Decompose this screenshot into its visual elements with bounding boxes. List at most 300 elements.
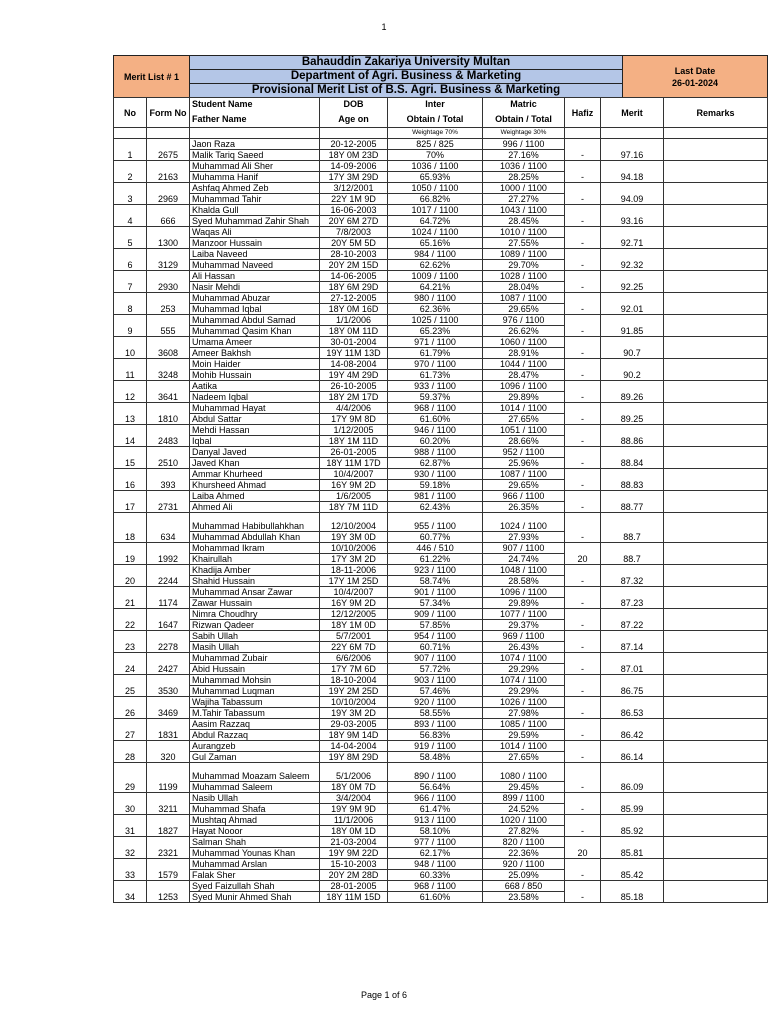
university-title: Bahauddin Zakariya University Multan — [190, 56, 623, 70]
row-merit: 87.23 — [601, 587, 664, 609]
row-dob: 1/6/2005 — [320, 491, 388, 502]
row-no: 31 — [114, 815, 147, 837]
row-inter-pct: 58.48% — [388, 752, 483, 763]
row-dob: 14-04-2004 — [320, 741, 388, 752]
row-matric: 907 / 1100 — [483, 543, 565, 554]
row-merit: 97.16 — [601, 139, 664, 161]
row-matric-pct: 28.45% — [483, 216, 565, 227]
row-student-name: Ammar Khurheed — [190, 469, 320, 480]
row-inter: 966 / 1100 — [388, 793, 483, 804]
col-matric: Matric — [483, 98, 565, 111]
row-merit: 86.09 — [601, 763, 664, 793]
row-form-no: 2483 — [147, 425, 190, 447]
row-inter-pct: 62.62% — [388, 260, 483, 271]
row-no: 27 — [114, 719, 147, 741]
row-remarks — [664, 697, 768, 719]
table-row — [114, 793, 768, 804]
row-father-name: Abdul Razzaq — [190, 730, 320, 741]
table-row — [114, 271, 768, 282]
row-matric: 668 / 850 — [483, 881, 565, 892]
row-matric-pct: 23.58% — [483, 892, 565, 903]
row-father-name: Iqbal — [190, 436, 320, 447]
row-inter: 907 / 1100 — [388, 653, 483, 664]
row-merit: 89.25 — [601, 403, 664, 425]
row-matric: 1051 / 1100 — [483, 425, 565, 436]
row-age: 19Y 2M 25D — [320, 686, 388, 697]
row-father-name: Nadeem Iqbal — [190, 392, 320, 403]
row-form-no: 2930 — [147, 271, 190, 293]
row-matric-pct: 27.82% — [483, 826, 565, 837]
row-inter-pct: 57.85% — [388, 620, 483, 631]
row-matric-pct: 27.27% — [483, 194, 565, 205]
row-merit: 88.84 — [601, 447, 664, 469]
row-student-name: Ashfaq Ahmed Zeb — [190, 183, 320, 194]
row-no: 28 — [114, 741, 147, 763]
row-hafiz: - — [565, 249, 601, 271]
row-remarks — [664, 837, 768, 859]
table-row — [114, 337, 768, 348]
row-matric: 1074 / 1100 — [483, 675, 565, 686]
row-form-no: 3608 — [147, 337, 190, 359]
row-remarks — [664, 315, 768, 337]
row-matric-pct: 29.45% — [483, 782, 565, 793]
department-title: Department of Agri. Business & Marketing — [190, 70, 623, 84]
row-form-no: 320 — [147, 741, 190, 763]
row-matric-pct: 28.47% — [483, 370, 565, 381]
row-student-name: Nasib Ullah — [190, 793, 320, 804]
row-student-name: Khalda Gull — [190, 205, 320, 216]
row-inter: 1009 / 1100 — [388, 271, 483, 282]
row-matric: 1014 / 1100 — [483, 741, 565, 752]
table-row — [114, 881, 768, 892]
row-no: 8 — [114, 293, 147, 315]
row-matric-pct: 25.96% — [483, 458, 565, 469]
row-inter: 825 / 825 — [388, 139, 483, 150]
row-inter-pct: 64.72% — [388, 216, 483, 227]
row-form-no: 1992 — [147, 543, 190, 565]
provisional-title: Provisional Merit List of B.S. Agri. Business & Marketing — [190, 84, 623, 98]
row-remarks — [664, 565, 768, 587]
row-age: 18Y 9M 14D — [320, 730, 388, 741]
row-inter-pct: 61.79% — [388, 348, 483, 359]
row-father-name: Mohib Hussain — [190, 370, 320, 381]
row-merit: 89.26 — [601, 381, 664, 403]
row-matric-pct: 28.25% — [483, 172, 565, 183]
row-form-no: 634 — [147, 513, 190, 543]
row-student-name: Danyal Javed — [190, 447, 320, 458]
row-hafiz: - — [565, 293, 601, 315]
row-student-name: Wajiha Tabassum — [190, 697, 320, 708]
row-no: 14 — [114, 425, 147, 447]
row-inter: 930 / 1100 — [388, 469, 483, 480]
row-inter-pct: 60.33% — [388, 870, 483, 881]
row-age: 18Y 7M 11D — [320, 502, 388, 513]
row-inter: 1025 / 1100 — [388, 315, 483, 326]
row-inter: 981 / 1100 — [388, 491, 483, 502]
row-matric: 1020 / 1100 — [483, 815, 565, 826]
row-hafiz: - — [565, 139, 601, 161]
row-student-name: Salman Shah — [190, 837, 320, 848]
row-father-name: Abid Hussain — [190, 664, 320, 675]
col-hafiz: Hafiz — [565, 98, 601, 128]
row-hafiz: - — [565, 381, 601, 403]
row-inter: 984 / 1100 — [388, 249, 483, 260]
col-matric-sub: Obtain / Total — [483, 110, 565, 128]
row-inter-pct: 61.60% — [388, 892, 483, 903]
row-matric-pct: 27.93% — [483, 532, 565, 543]
col-form-no: Form No — [147, 98, 190, 128]
row-hafiz: 20 — [565, 837, 601, 859]
row-inter: 971 / 1100 — [388, 337, 483, 348]
row-inter: 919 / 1100 — [388, 741, 483, 752]
row-matric-pct: 27.65% — [483, 414, 565, 425]
row-matric: 1000 / 1100 — [483, 183, 565, 194]
row-inter: 920 / 1100 — [388, 697, 483, 708]
row-form-no: 3530 — [147, 675, 190, 697]
row-remarks — [664, 205, 768, 227]
row-merit: 86.53 — [601, 697, 664, 719]
row-age: 22Y 1M 9D — [320, 194, 388, 205]
col-father-name: Father Name — [190, 110, 320, 128]
row-dob: 14-09-2006 — [320, 161, 388, 172]
row-matric-pct: 29.89% — [483, 392, 565, 403]
row-father-name: Khairullah — [190, 554, 320, 565]
row-hafiz: - — [565, 183, 601, 205]
last-date-label: Last Date — [674, 65, 716, 76]
row-form-no: 1579 — [147, 859, 190, 881]
row-form-no: 253 — [147, 293, 190, 315]
row-matric: 1087 / 1100 — [483, 469, 565, 480]
row-no: 22 — [114, 609, 147, 631]
col-dob: DOB — [320, 98, 388, 111]
table-row — [114, 469, 768, 480]
row-no: 3 — [114, 183, 147, 205]
row-age: 19Y 9M 22D — [320, 848, 388, 859]
row-remarks — [664, 381, 768, 403]
row-remarks — [664, 293, 768, 315]
row-form-no: 2321 — [147, 837, 190, 859]
row-inter: 980 / 1100 — [388, 293, 483, 304]
row-form-no: 555 — [147, 315, 190, 337]
row-matric-pct: 29.59% — [483, 730, 565, 741]
row-hafiz: - — [565, 337, 601, 359]
row-matric-pct: 27.55% — [483, 238, 565, 249]
row-inter: 903 / 1100 — [388, 675, 483, 686]
table-row — [114, 675, 768, 686]
row-remarks — [664, 139, 768, 161]
row-age: 18Y 11M 17D — [320, 458, 388, 469]
row-hafiz: - — [565, 719, 601, 741]
row-age: 19Y 8M 29D — [320, 752, 388, 763]
row-matric: 1036 / 1100 — [483, 161, 565, 172]
row-age: 19Y 3M 0D — [320, 532, 388, 543]
table-row — [114, 587, 768, 598]
row-form-no: 1253 — [147, 881, 190, 903]
row-age: 19Y 4M 29D — [320, 370, 388, 381]
row-student-name: Muhammad Zubair — [190, 653, 320, 664]
row-form-no: 2731 — [147, 491, 190, 513]
row-inter: 977 / 1100 — [388, 837, 483, 848]
row-dob: 20-12-2005 — [320, 139, 388, 150]
row-hafiz: - — [565, 881, 601, 903]
row-remarks — [664, 359, 768, 381]
row-hafiz: - — [565, 697, 601, 719]
row-no: 19 — [114, 543, 147, 565]
row-form-no: 1831 — [147, 719, 190, 741]
row-inter-pct: 66.82% — [388, 194, 483, 205]
row-merit: 88.7 — [601, 513, 664, 543]
row-father-name: Muhammad Abdullah Khan — [190, 532, 320, 543]
row-inter-pct: 61.47% — [388, 804, 483, 815]
row-age: 18Y 0M 7D — [320, 782, 388, 793]
row-matric-pct: 29.65% — [483, 304, 565, 315]
row-student-name: Umama Ameer — [190, 337, 320, 348]
row-form-no: 393 — [147, 469, 190, 491]
row-inter: 890 / 1100 — [388, 763, 483, 782]
row-hafiz: - — [565, 653, 601, 675]
row-father-name: Falak Sher — [190, 870, 320, 881]
row-remarks — [664, 675, 768, 697]
row-remarks — [664, 609, 768, 631]
row-merit: 93.16 — [601, 205, 664, 227]
row-inter-pct: 57.72% — [388, 664, 483, 675]
row-no: 1 — [114, 139, 147, 161]
row-matric-pct: 24.52% — [483, 804, 565, 815]
row-age: 20Y 2M 15D — [320, 260, 388, 271]
row-dob: 10/4/2007 — [320, 469, 388, 480]
row-dob: 10/10/2006 — [320, 543, 388, 554]
row-student-name: Aurangzeb — [190, 741, 320, 752]
row-hafiz: - — [565, 359, 601, 381]
row-dob: 7/8/2003 — [320, 227, 388, 238]
row-father-name: Muhammad Shafa — [190, 804, 320, 815]
row-remarks — [664, 337, 768, 359]
row-hafiz: - — [565, 491, 601, 513]
row-form-no: 3469 — [147, 697, 190, 719]
row-matric-pct: 25.09% — [483, 870, 565, 881]
row-student-name: Laiba Ahmed — [190, 491, 320, 502]
table-row — [114, 741, 768, 752]
row-student-name: Mohammad Ikram — [190, 543, 320, 554]
row-age: 19Y 9M 9D — [320, 804, 388, 815]
row-dob: 11/1/2006 — [320, 815, 388, 826]
row-merit: 90.2 — [601, 359, 664, 381]
row-form-no: 1827 — [147, 815, 190, 837]
row-inter: 1024 / 1100 — [388, 227, 483, 238]
table-row — [114, 815, 768, 826]
last-date-value: 26-01-2024 — [671, 77, 719, 88]
row-matric: 966 / 1100 — [483, 491, 565, 502]
row-form-no: 2163 — [147, 161, 190, 183]
row-inter-pct: 61.73% — [388, 370, 483, 381]
row-matric-pct: 28.58% — [483, 576, 565, 587]
row-matric: 1087 / 1100 — [483, 293, 565, 304]
row-matric-pct: 29.70% — [483, 260, 565, 271]
row-matric: 920 / 1100 — [483, 859, 565, 870]
row-father-name: Muhammad Qasim Khan — [190, 326, 320, 337]
row-dob: 5/1/2006 — [320, 763, 388, 782]
row-father-name: Manzoor Hussain — [190, 238, 320, 249]
row-student-name: Mushtaq Ahmad — [190, 815, 320, 826]
row-inter-pct: 61.60% — [388, 414, 483, 425]
row-merit: 88.83 — [601, 469, 664, 491]
row-no: 9 — [114, 315, 147, 337]
row-no: 18 — [114, 513, 147, 543]
row-form-no: 1810 — [147, 403, 190, 425]
row-dob: 16-06-2003 — [320, 205, 388, 216]
row-matric: 1089 / 1100 — [483, 249, 565, 260]
row-hafiz: - — [565, 271, 601, 293]
row-student-name: Moin Haider — [190, 359, 320, 370]
row-age: 20Y 6M 27D — [320, 216, 388, 227]
row-dob: 26-01-2005 — [320, 447, 388, 458]
row-inter: 1036 / 1100 — [388, 161, 483, 172]
row-father-name: Shahid Hussain — [190, 576, 320, 587]
row-no: 24 — [114, 653, 147, 675]
row-form-no: 2427 — [147, 653, 190, 675]
row-student-name: Aatika — [190, 381, 320, 392]
row-matric: 1077 / 1100 — [483, 609, 565, 620]
col-inter: Inter — [388, 98, 483, 111]
row-matric: 820 / 1100 — [483, 837, 565, 848]
row-merit: 85.18 — [601, 881, 664, 903]
row-matric: 1048 / 1100 — [483, 565, 565, 576]
row-age: 16Y 9M 2D — [320, 598, 388, 609]
row-matric: 1028 / 1100 — [483, 271, 565, 282]
table-row — [114, 763, 768, 782]
row-inter: 948 / 1100 — [388, 859, 483, 870]
row-inter-pct: 70% — [388, 150, 483, 161]
row-hafiz: - — [565, 469, 601, 491]
row-matric: 1044 / 1100 — [483, 359, 565, 370]
row-father-name: Masih Ullah — [190, 642, 320, 653]
row-inter: 1050 / 1100 — [388, 183, 483, 194]
row-merit: 92.25 — [601, 271, 664, 293]
row-dob: 26-10-2005 — [320, 381, 388, 392]
table-row — [114, 543, 768, 554]
row-age: 18Y 0M 1D — [320, 826, 388, 837]
row-matric: 1026 / 1100 — [483, 697, 565, 708]
row-merit: 86.14 — [601, 741, 664, 763]
row-matric-pct: 29.29% — [483, 664, 565, 675]
row-matric: 1043 / 1100 — [483, 205, 565, 216]
row-hafiz: - — [565, 631, 601, 653]
table-row — [114, 315, 768, 326]
row-inter: 970 / 1100 — [388, 359, 483, 370]
col-remarks: Remarks — [664, 98, 768, 128]
row-age: 18Y 2M 17D — [320, 392, 388, 403]
last-date-cell — [623, 56, 768, 98]
row-matric: 1024 / 1100 — [483, 513, 565, 532]
row-no: 12 — [114, 381, 147, 403]
row-matric-pct: 29.37% — [483, 620, 565, 631]
row-hafiz: - — [565, 227, 601, 249]
row-matric-pct: 28.91% — [483, 348, 565, 359]
table-row — [114, 161, 768, 172]
row-no: 25 — [114, 675, 147, 697]
row-remarks — [664, 543, 768, 565]
row-inter-pct: 60.71% — [388, 642, 483, 653]
table-row — [114, 631, 768, 642]
row-hafiz: - — [565, 161, 601, 183]
col-inter-sub: Obtain / Total — [388, 110, 483, 128]
row-no: 33 — [114, 859, 147, 881]
row-no: 29 — [114, 763, 147, 793]
row-inter: 909 / 1100 — [388, 609, 483, 620]
row-no: 16 — [114, 469, 147, 491]
row-merit: 94.18 — [601, 161, 664, 183]
table-row — [114, 139, 768, 150]
row-father-name: Nasir Mehdi — [190, 282, 320, 293]
row-student-name: Waqas Ali — [190, 227, 320, 238]
row-dob: 12/10/2004 — [320, 513, 388, 532]
row-father-name: Rizwan Qadeer — [190, 620, 320, 631]
row-student-name: Khadija Amber — [190, 565, 320, 576]
row-father-name: Ameer Bakhsh — [190, 348, 320, 359]
row-inter-pct: 65.93% — [388, 172, 483, 183]
table-row — [114, 183, 768, 194]
row-dob: 28-01-2005 — [320, 881, 388, 892]
row-student-name: Jaon Raza — [190, 139, 320, 150]
row-student-name: Laiba Naveed — [190, 249, 320, 260]
table-row — [114, 205, 768, 216]
row-no: 17 — [114, 491, 147, 513]
row-hafiz: - — [565, 859, 601, 881]
row-hafiz: - — [565, 587, 601, 609]
row-student-name: Nimra Choudhry — [190, 609, 320, 620]
row-merit: 85.81 — [601, 837, 664, 859]
page-number: 1 — [381, 22, 387, 32]
row-inter: 946 / 1100 — [388, 425, 483, 436]
row-no: 20 — [114, 565, 147, 587]
row-no: 13 — [114, 403, 147, 425]
row-father-name: Muhammad Naveed — [190, 260, 320, 271]
row-father-name: Syed Munir Ahmed Shah — [190, 892, 320, 903]
row-merit: 92.71 — [601, 227, 664, 249]
row-no: 32 — [114, 837, 147, 859]
row-matric-pct: 29.89% — [483, 598, 565, 609]
row-remarks — [664, 425, 768, 447]
table-row — [114, 837, 768, 848]
table-row — [114, 859, 768, 870]
row-matric-pct: 28.66% — [483, 436, 565, 447]
row-merit: 85.92 — [601, 815, 664, 837]
row-age: 17Y 3M 2D — [320, 554, 388, 565]
col-age-on: Age on — [320, 110, 388, 128]
row-inter: 968 / 1100 — [388, 881, 483, 892]
table-row — [114, 425, 768, 436]
row-remarks — [664, 249, 768, 271]
row-no: 5 — [114, 227, 147, 249]
row-age: 19Y 11M 13D — [320, 348, 388, 359]
row-hafiz: - — [565, 425, 601, 447]
row-no: 30 — [114, 793, 147, 815]
row-father-name: Zawar Hussain — [190, 598, 320, 609]
row-matric: 1074 / 1100 — [483, 653, 565, 664]
row-dob: 3/4/2004 — [320, 793, 388, 804]
row-form-no: 666 — [147, 205, 190, 227]
row-age: 17Y 3M 29D — [320, 172, 388, 183]
row-dob: 27-12-2005 — [320, 293, 388, 304]
row-form-no: 1647 — [147, 609, 190, 631]
row-matric-pct: 26.35% — [483, 502, 565, 513]
row-remarks — [664, 491, 768, 513]
row-inter-pct: 65.16% — [388, 238, 483, 249]
header-table — [113, 55, 768, 98]
row-hafiz: - — [565, 565, 601, 587]
row-student-name: Ali Hassan — [190, 271, 320, 282]
row-matric: 1096 / 1100 — [483, 587, 565, 598]
